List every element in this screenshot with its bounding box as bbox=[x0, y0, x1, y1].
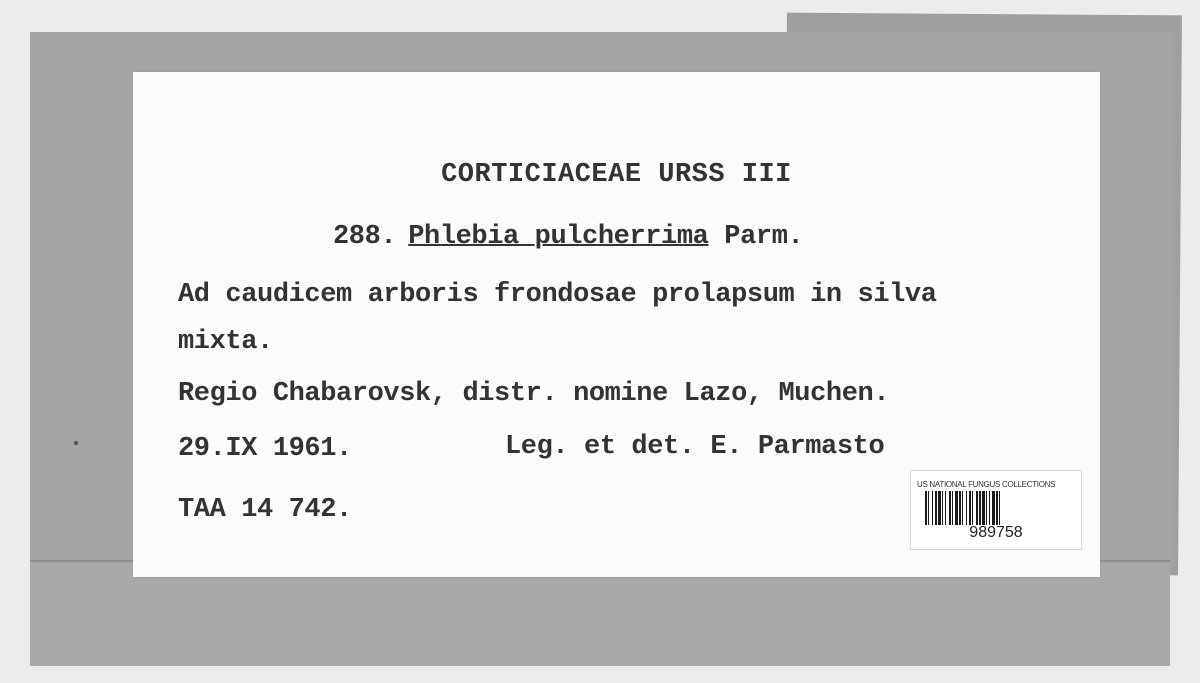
species-line bbox=[333, 222, 803, 252]
species-author: Parm. bbox=[724, 222, 804, 252]
accession-number: TAA 14 742. bbox=[178, 495, 352, 525]
barcode-bar bbox=[959, 491, 961, 525]
label-title: CORTICIACEAE URSS III bbox=[441, 160, 792, 190]
barcode-bar bbox=[972, 491, 973, 525]
barcode-bar bbox=[932, 491, 933, 525]
barcode-bar bbox=[952, 491, 953, 525]
barcode-bar bbox=[935, 491, 937, 525]
barcode-bar bbox=[996, 491, 998, 525]
barcode-bar bbox=[949, 491, 951, 525]
barcode-bar bbox=[962, 491, 963, 525]
barcode-number: 989758 bbox=[969, 524, 1023, 541]
barcode-bar bbox=[969, 491, 971, 525]
barcode-bar bbox=[955, 491, 958, 525]
barcode-bar bbox=[992, 491, 995, 525]
barcode-bar bbox=[989, 491, 990, 525]
barcode-bar bbox=[986, 491, 987, 525]
barcode-bar bbox=[938, 491, 941, 525]
collection-date: 29.IX 1961. bbox=[178, 434, 352, 464]
barcode-bars bbox=[925, 491, 1067, 525]
species-name: Phlebia pulcherrima bbox=[408, 222, 709, 252]
habitat-line-1: Ad caudicem arboris frondosae prolapsum in silva bbox=[178, 280, 937, 310]
habitat-line-2: mixta. bbox=[178, 327, 273, 357]
barcode-bar bbox=[976, 491, 978, 525]
barcode-bar bbox=[999, 491, 1000, 525]
barcode-bar bbox=[928, 491, 929, 525]
barcode-sticker bbox=[910, 470, 1082, 550]
barcode-bar bbox=[982, 491, 985, 525]
collector-line: Leg. et det. E. Parmasto bbox=[505, 432, 885, 462]
paper-speck bbox=[74, 441, 78, 445]
barcode-bar bbox=[945, 491, 946, 525]
barcode-header: US NATIONAL FUNGUS COLLECTIONS bbox=[917, 480, 1056, 489]
species-number: 288. bbox=[333, 222, 397, 252]
barcode-bar bbox=[979, 491, 981, 525]
locality-line: Regio Chabarovsk, distr. nomine Lazo, Muchen. bbox=[178, 379, 890, 409]
barcode-bar bbox=[966, 491, 967, 525]
barcode-bar bbox=[942, 491, 943, 525]
barcode-bar bbox=[925, 491, 927, 525]
